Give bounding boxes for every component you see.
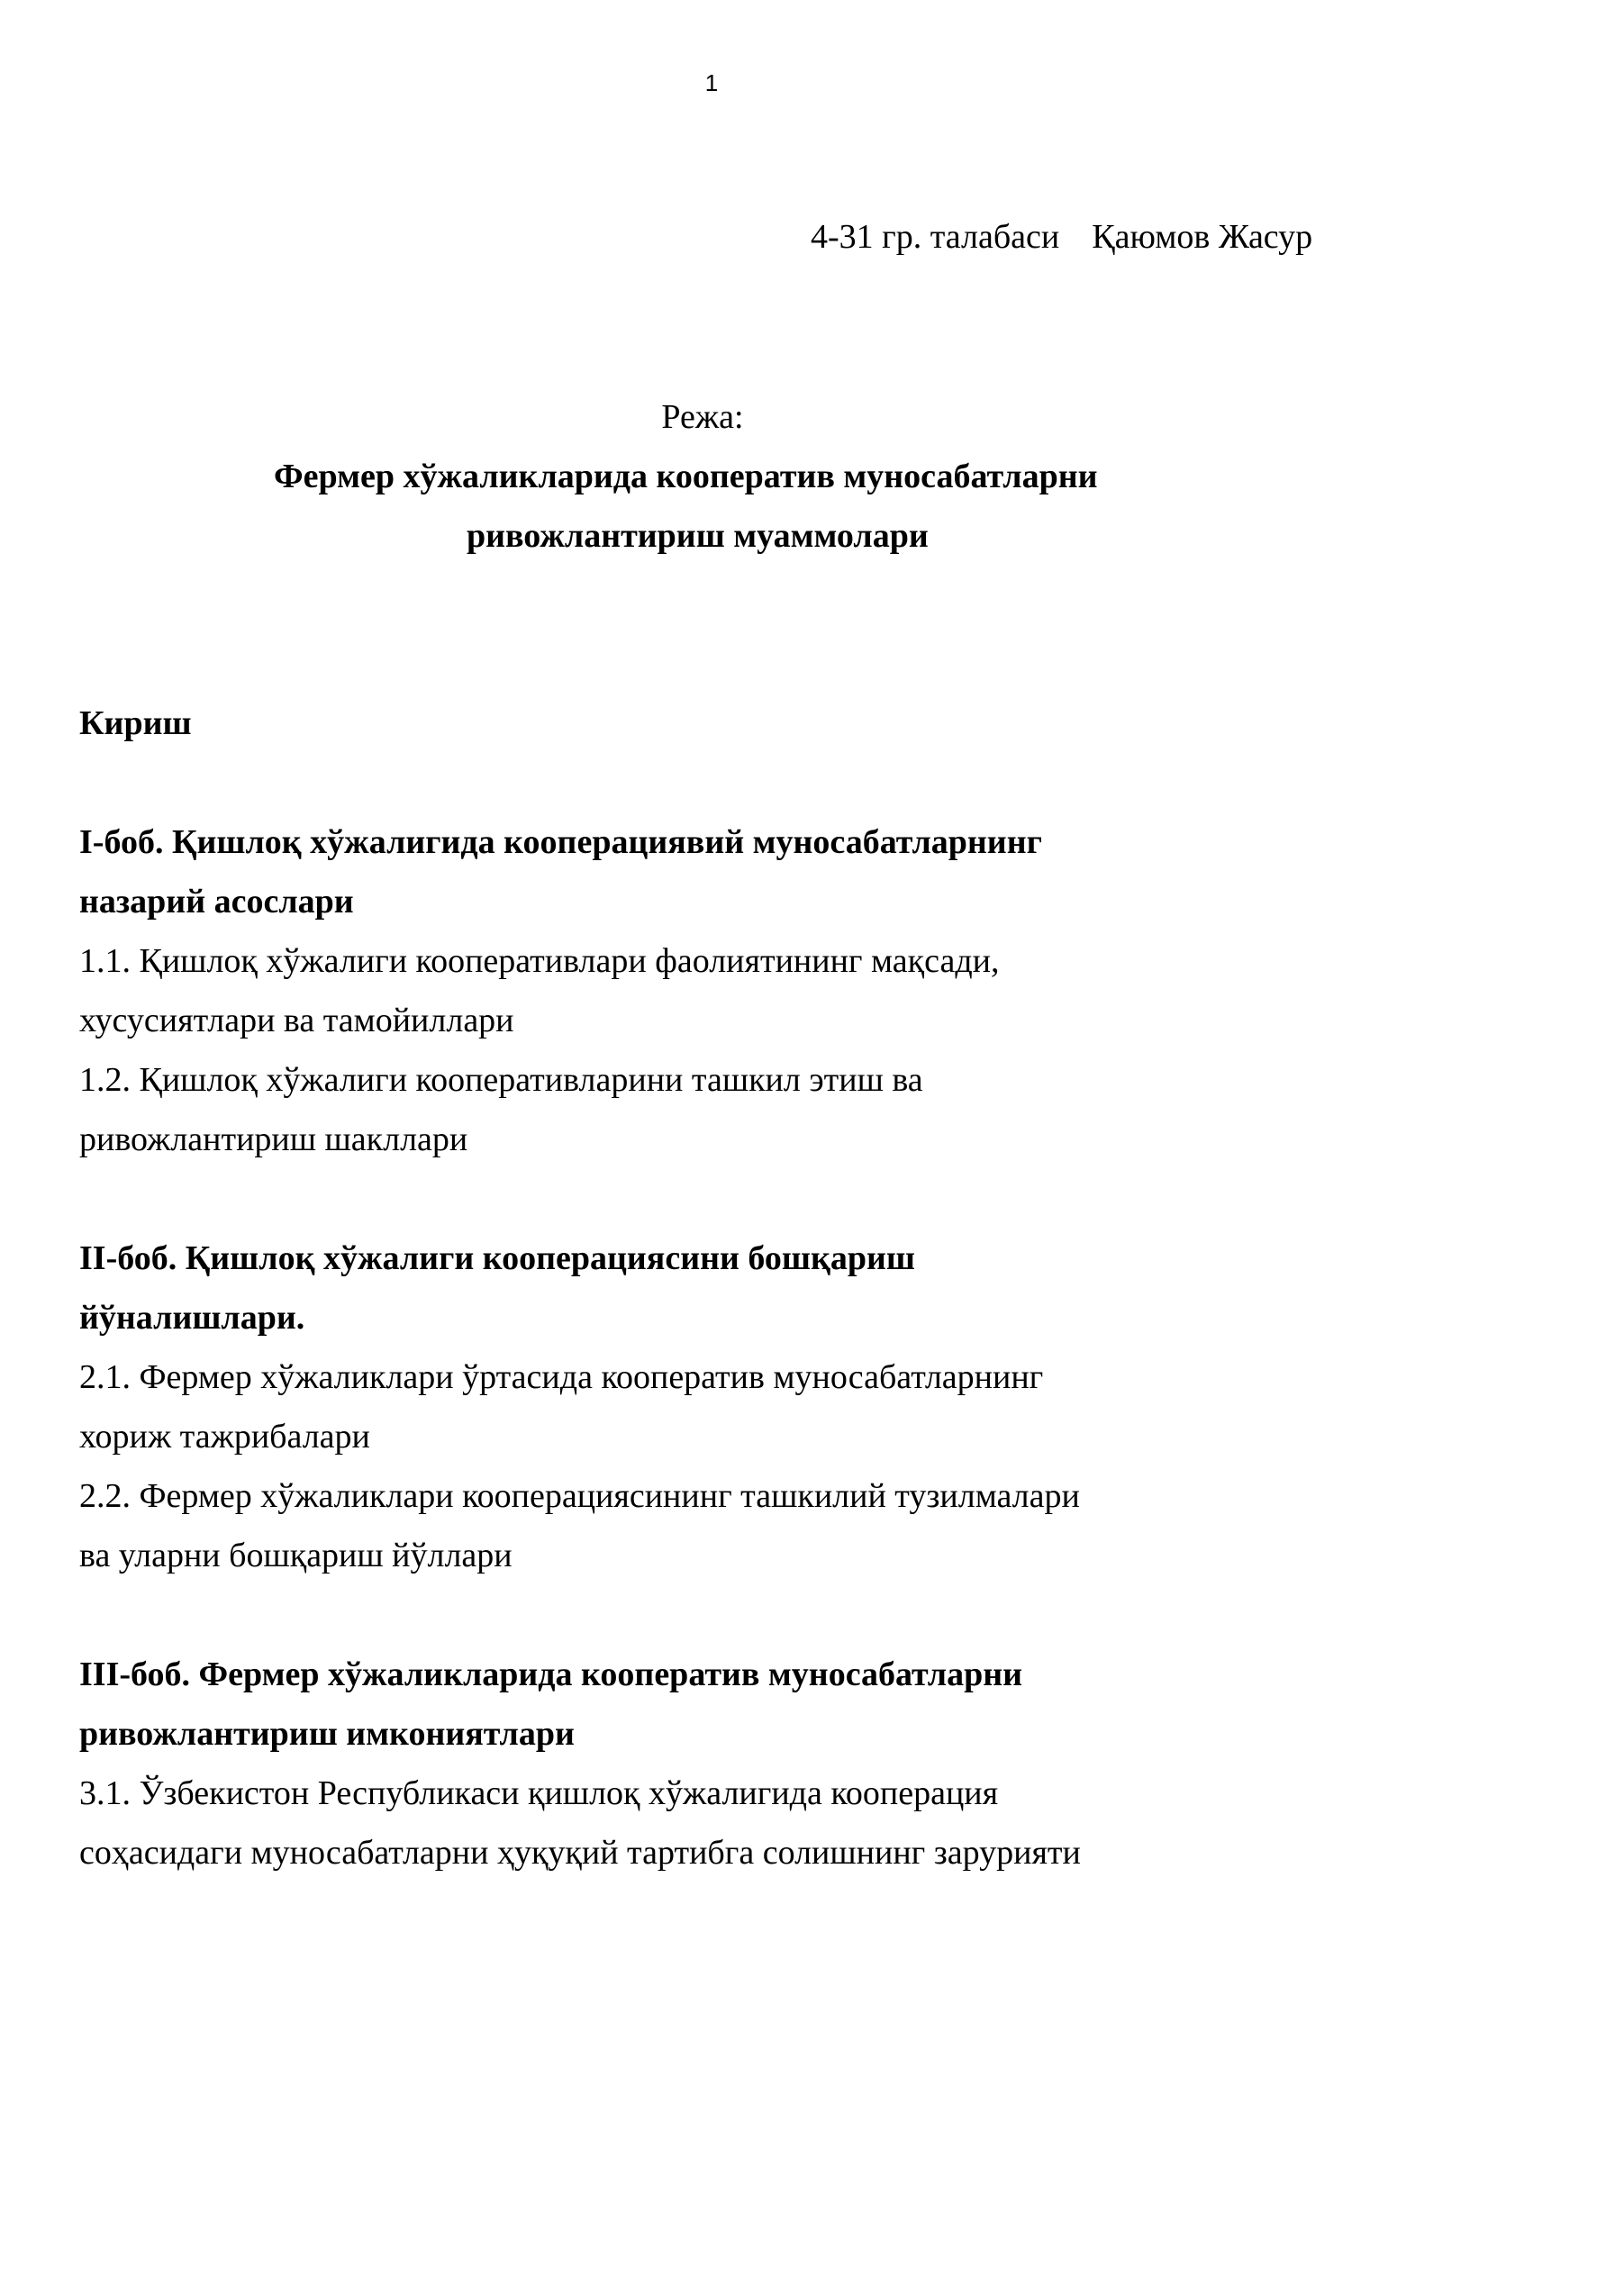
toc-spacer [79,1585,1340,1645]
section-1-1-line-2: хусусиятлари ва тамойиллари [79,1002,514,1039]
toc-spacer [79,1169,1340,1229]
chapter-2-heading-line-2: йўналишлари. [79,1299,305,1337]
section-1-2-line-2: ривожлантириш шакллари [79,1120,468,1158]
section-3-1-line-2: соҳасидаги муносабатларни ҳуқуқий тартибга солишнинг зарурияти [79,1834,1081,1872]
document-title-line-1: Фермер хўжаликларида кооператив муносабатларни [274,458,1098,495]
section-1-2-line-1: 1.2. Қишлоқ хўжалиги кооперативларини ташкил этиш ва [79,1061,923,1099]
toc-spacer [79,753,1340,812]
section-1-1-line-1: 1.1. Қишлоқ хўжалиги кооперативлари фаолиятининг мақсади, [79,942,1000,980]
toc-intro: Кириш [79,704,192,742]
author-line [811,214,1312,259]
section-2-1-line-2: хориж тажрибалари [79,1418,370,1456]
chapter-3-heading-line-1: III-боб. Фермер хўжаликларида кооператив муносабатларни [79,1655,1023,1693]
page-number: 1 [704,69,719,96]
chapter-3-heading-line-2: ривожлантириш имкониятлари [79,1715,575,1753]
section-3-1-line-1: 3.1. Ўзбекистон Республикаси қишлоқ хўжалигида кооперация [79,1774,999,1812]
chapter-1-heading-line-1: I-боб. Қишлоқ хўжалигида кооперациявий муносабатларнинг [79,823,1042,861]
section-2-2-line-1: 2.2. Фермер хўжаликлари кооперациясининг ташкилий тузилмалари [79,1477,1080,1515]
chapter-2-heading-line-1: II-боб. Қишлоқ хўжалиги кооперациясини бошқариш [79,1239,915,1277]
section-2-2-line-2: ва уларни бошқариш йўллари [79,1537,513,1574]
document-title-line-2: ривожлантириш муаммолари [467,517,929,555]
chapter-1-heading-line-2: назарий асослари [79,883,354,921]
section-2-1-line-1: 2.1. Фермер хўжаликлари ўртасида кооператив муносабатларнинг [79,1358,1044,1396]
plan-label: Режа: [661,398,744,436]
student-name: Қаюмов Жасур [1092,218,1313,256]
table-of-contents [79,694,1340,1882]
student-group: 4-31 гр. талабаси [811,218,1060,256]
